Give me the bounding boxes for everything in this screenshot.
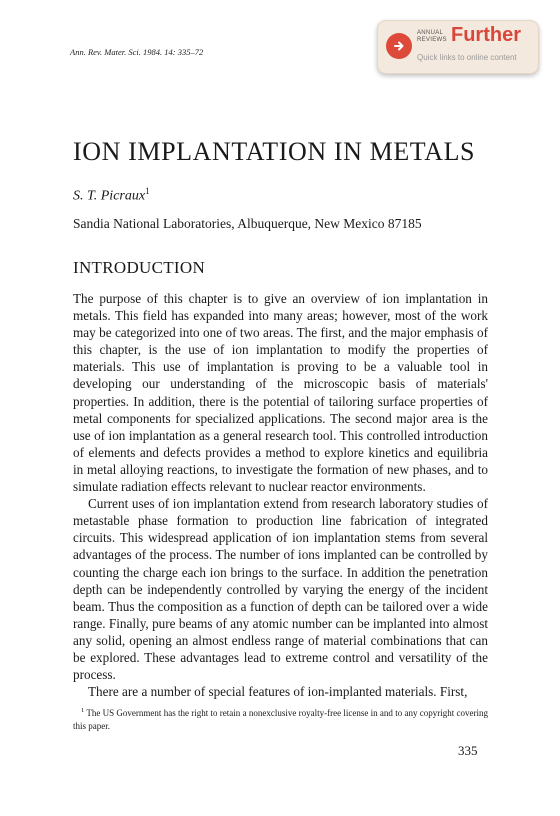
paragraph: Current uses of ion implantation extend from research laboratory studies of metastable phase formation to production line fabrication of integrated circuits. This widespread application of ion implantation stems from several advantages of the process. The number of ions implanted can be controlled by counting the charge each ion brings to the surface. In addition the penetration depth can be independently controlled by varying the energy of the incident beam. Thus the composition as a function of depth can be tailored over a wide range. Finally, pure beams of any atomic number can be implanted into almost any solid, opening an almost endless range of material combinations that can be explored. These advantages lead to extreme control and versatility of the process. <box>73 496 488 683</box>
further-reviews-badge[interactable] <box>377 20 539 74</box>
section-heading: INTRODUCTION <box>73 258 206 277</box>
author-line <box>73 186 150 205</box>
journal-reference: Ann. Rev. Mater. Sci. 1984. 14: 335–72 <box>70 47 204 57</box>
further-label: Further <box>451 24 521 46</box>
paragraph: There are a number of special features of ion-implanted materials. First, <box>88 684 468 700</box>
article-body <box>73 290 488 700</box>
paragraph: The purpose of this chapter is to give an overview of ion implantation in metals. This field has expanded into many areas; however, most of the work may be categorized into one of two areas. The first, and the major emphasis of this chapter, is the use of ion implantation to modify the properties of materials. This use of implantation is proving to be a valuable tool in developing our understanding of the microscopic basis of materials' properties. In addition, there is the potential of tailoring surface properties of metal components for specialized applications. The second major area is the use of ion implantation as a general research tool. This controlled introduction of elements and defects provides a method to explore kinetics and equilibria in metal alloying reactions, to investigate the formation of new phases, and to simulate radiation effects relevant to nuclear reactor environments. <box>73 291 488 495</box>
author-footnote-mark[interactable]: 1 <box>145 186 150 196</box>
footnote-mark: 1 <box>81 707 85 714</box>
page-number: 335 <box>458 743 478 758</box>
affiliation: Sandia National Laboratories, Albuquerque, New Mexico 87185 <box>73 216 422 231</box>
footnote-text: The US Government has the right to retain a nonexclusive royalty-free license in and to any copyright covering this paper. <box>73 708 489 731</box>
badge-subtitle: Quick links to online content <box>417 53 517 62</box>
footnote <box>73 705 488 732</box>
article-title: ION IMPLANTATION IN METALS <box>73 137 476 166</box>
author-name: S. T. Picraux <box>73 188 146 204</box>
arrow-icon <box>386 33 412 59</box>
annual-reviews-logo: ANNUAL REVIEWS <box>417 30 447 43</box>
